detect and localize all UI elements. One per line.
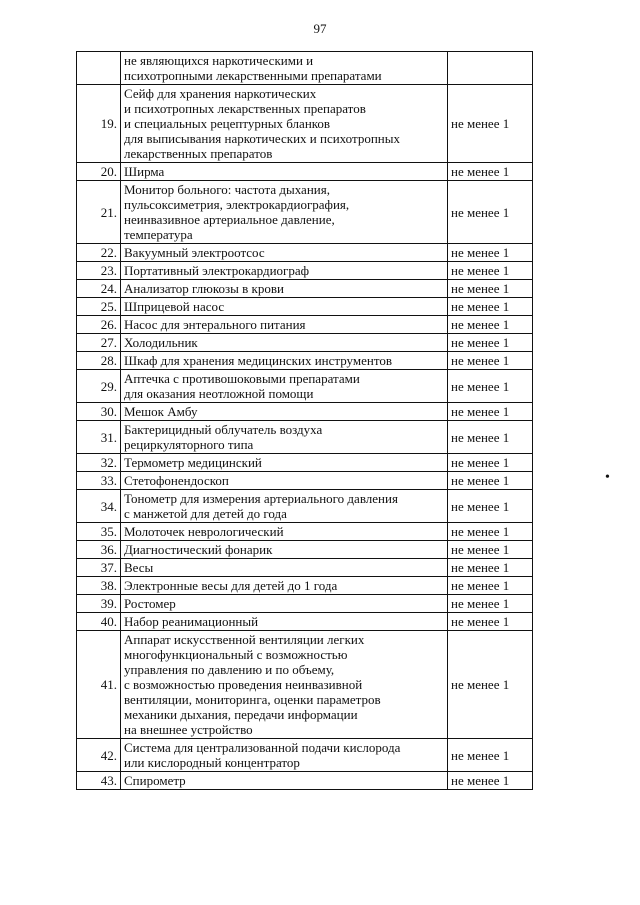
table-row bbox=[77, 85, 533, 163]
table-row bbox=[77, 631, 533, 739]
equipment-quantity: не менее 1 bbox=[448, 613, 533, 631]
row-number: 25. bbox=[77, 298, 121, 316]
equipment-quantity: не менее 1 bbox=[448, 403, 533, 421]
equipment-name: не являющихся наркотическими и психотропными лекарственными препаратами bbox=[121, 52, 448, 85]
row-number: 41. bbox=[77, 631, 121, 739]
row-number: 36. bbox=[77, 541, 121, 559]
row-number: 31. bbox=[77, 421, 121, 454]
equipment-quantity: не менее 1 bbox=[448, 559, 533, 577]
row-number: 28. bbox=[77, 352, 121, 370]
table-row bbox=[77, 421, 533, 454]
row-number: 26. bbox=[77, 316, 121, 334]
equipment-name: Шкаф для хранения медицинских инструментов bbox=[121, 352, 448, 370]
table-row bbox=[77, 472, 533, 490]
equipment-name: Портативный электрокардиограф bbox=[121, 262, 448, 280]
table-row bbox=[77, 280, 533, 298]
equipment-name: Сейф для хранения наркотических и психотропных лекарственных препаратов и специальных рецептурных бланков для выписывания наркотических и психотропных лекарственных препаратов bbox=[121, 85, 448, 163]
equipment-name: Аптечка с противошоковыми препаратами для оказания неотложной помощи bbox=[121, 370, 448, 403]
equipment-name: Система для централизованной подачи кислорода или кислородный концентратор bbox=[121, 739, 448, 772]
equipment-quantity: не менее 1 bbox=[448, 772, 533, 790]
row-number: 43. bbox=[77, 772, 121, 790]
table-row bbox=[77, 403, 533, 421]
table-row bbox=[77, 334, 533, 352]
equipment-name: Ширма bbox=[121, 163, 448, 181]
table-row bbox=[77, 316, 533, 334]
table-row bbox=[77, 262, 533, 280]
equipment-quantity: не менее 1 bbox=[448, 631, 533, 739]
row-number: 32. bbox=[77, 454, 121, 472]
row-number: 33. bbox=[77, 472, 121, 490]
equipment-name: Вакуумный электроотсос bbox=[121, 244, 448, 262]
table-row bbox=[77, 739, 533, 772]
equipment-name: Диагностический фонарик bbox=[121, 541, 448, 559]
equipment-quantity: не менее 1 bbox=[448, 352, 533, 370]
row-number: 37. bbox=[77, 559, 121, 577]
table-row bbox=[77, 772, 533, 790]
row-number: 40. bbox=[77, 613, 121, 631]
equipment-name: Стетофонендоскоп bbox=[121, 472, 448, 490]
equipment-quantity: не менее 1 bbox=[448, 454, 533, 472]
row-number: 34. bbox=[77, 490, 121, 523]
row-number: 27. bbox=[77, 334, 121, 352]
equipment-quantity: не менее 1 bbox=[448, 523, 533, 541]
table-row bbox=[77, 454, 533, 472]
row-number: 35. bbox=[77, 523, 121, 541]
equipment-quantity: не менее 1 bbox=[448, 490, 533, 523]
row-number: 19. bbox=[77, 85, 121, 163]
equipment-name: Бактерицидный облучатель воздуха рециркуляторного типа bbox=[121, 421, 448, 454]
table-row bbox=[77, 523, 533, 541]
equipment-name: Молоточек неврологический bbox=[121, 523, 448, 541]
equipment-table bbox=[76, 51, 533, 790]
row-number bbox=[77, 52, 121, 85]
row-number: 21. bbox=[77, 181, 121, 244]
equipment-quantity: не менее 1 bbox=[448, 163, 533, 181]
table-row bbox=[77, 298, 533, 316]
row-number: 22. bbox=[77, 244, 121, 262]
equipment-name: Монитор больного: частота дыхания, пульсоксиметрия, электрокардиография, неинвазивное артериальное давление, температура bbox=[121, 181, 448, 244]
equipment-quantity: не менее 1 bbox=[448, 421, 533, 454]
row-number: 20. bbox=[77, 163, 121, 181]
equipment-name: Тонометр для измерения артериального давления с манжетой для детей до года bbox=[121, 490, 448, 523]
equipment-name: Насос для энтерального питания bbox=[121, 316, 448, 334]
equipment-quantity: не менее 1 bbox=[448, 472, 533, 490]
equipment-name: Спирометр bbox=[121, 772, 448, 790]
equipment-quantity: не менее 1 bbox=[448, 595, 533, 613]
equipment-quantity: не менее 1 bbox=[448, 370, 533, 403]
table-row bbox=[77, 577, 533, 595]
table-row bbox=[77, 595, 533, 613]
row-number: 38. bbox=[77, 577, 121, 595]
table-row bbox=[77, 181, 533, 244]
table-row bbox=[77, 352, 533, 370]
equipment-name: Набор реанимационный bbox=[121, 613, 448, 631]
equipment-quantity: не менее 1 bbox=[448, 280, 533, 298]
table-row bbox=[77, 559, 533, 577]
equipment-quantity: не менее 1 bbox=[448, 334, 533, 352]
table-row bbox=[77, 244, 533, 262]
table-row bbox=[77, 541, 533, 559]
equipment-name: Ростомер bbox=[121, 595, 448, 613]
equipment-name: Шприцевой насос bbox=[121, 298, 448, 316]
equipment-quantity: не менее 1 bbox=[448, 181, 533, 244]
row-number: 39. bbox=[77, 595, 121, 613]
table-row bbox=[77, 490, 533, 523]
equipment-name: Термометр медицинский bbox=[121, 454, 448, 472]
table-row bbox=[77, 370, 533, 403]
equipment-quantity: не менее 1 bbox=[448, 262, 533, 280]
row-number: 23. bbox=[77, 262, 121, 280]
equipment-quantity: не менее 1 bbox=[448, 316, 533, 334]
equipment-quantity: не менее 1 bbox=[448, 298, 533, 316]
equipment-table-body bbox=[77, 52, 533, 790]
equipment-quantity: не менее 1 bbox=[448, 541, 533, 559]
equipment-quantity: не менее 1 bbox=[448, 739, 533, 772]
stray-mark: • bbox=[605, 470, 610, 485]
table-row bbox=[77, 163, 533, 181]
row-number: 24. bbox=[77, 280, 121, 298]
equipment-quantity: не менее 1 bbox=[448, 577, 533, 595]
row-number: 42. bbox=[77, 739, 121, 772]
row-number: 29. bbox=[77, 370, 121, 403]
equipment-name: Электронные весы для детей до 1 года bbox=[121, 577, 448, 595]
equipment-quantity: не менее 1 bbox=[448, 85, 533, 163]
equipment-name: Весы bbox=[121, 559, 448, 577]
equipment-quantity: не менее 1 bbox=[448, 244, 533, 262]
table-row bbox=[77, 52, 533, 85]
equipment-name: Мешок Амбу bbox=[121, 403, 448, 421]
page-number: 97 bbox=[313, 21, 327, 36]
equipment-name: Холодильник bbox=[121, 334, 448, 352]
row-number: 30. bbox=[77, 403, 121, 421]
equipment-quantity bbox=[448, 52, 533, 85]
table-row bbox=[77, 613, 533, 631]
equipment-name: Аппарат искусственной вентиляции легких многофункциональный с возможностью управления по давлению и по объему, с возможностью проведения неинвазивной вентиляции, мониторинга, оценки параметров механики дыхания, передачи информации на внешнее устройство bbox=[121, 631, 448, 739]
equipment-name: Анализатор глюкозы в крови bbox=[121, 280, 448, 298]
